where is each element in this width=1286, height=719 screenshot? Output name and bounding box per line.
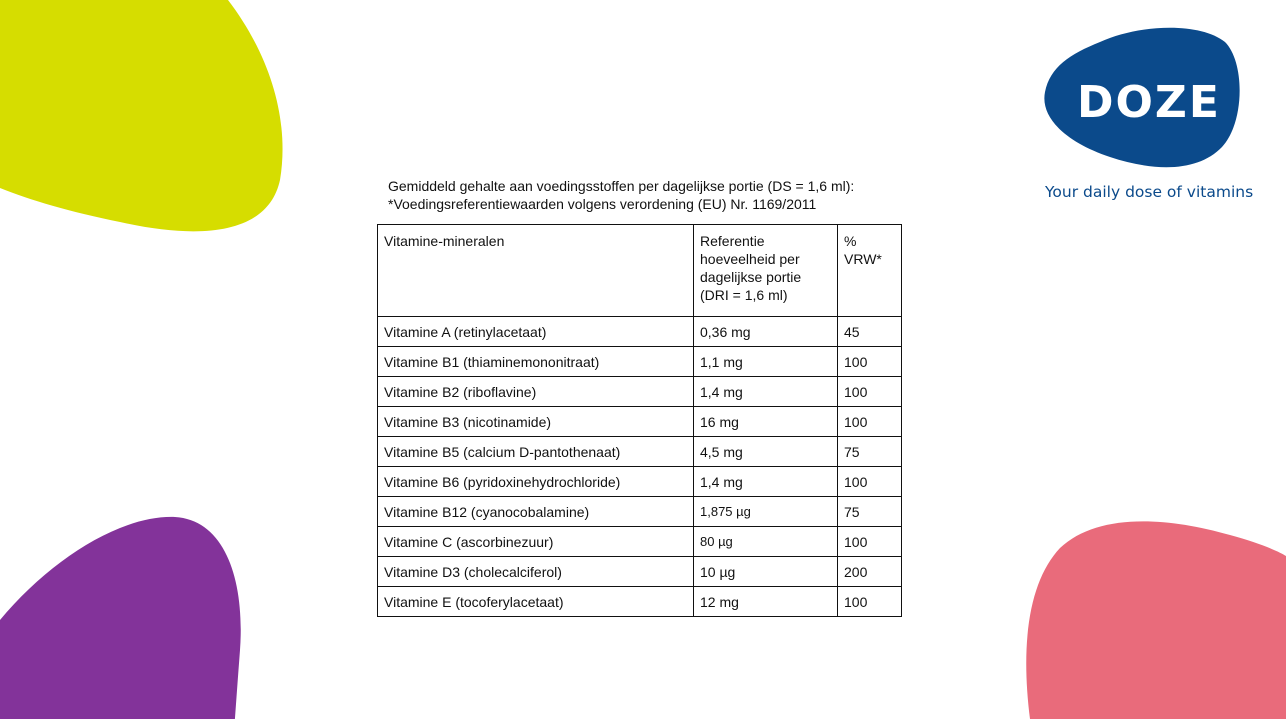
vitamin-amount: 80 µg xyxy=(694,527,838,557)
vitamin-percent: 100 xyxy=(838,467,902,497)
vitamin-percent: 100 xyxy=(838,587,902,617)
table-row xyxy=(378,497,902,527)
vitamin-percent: 100 xyxy=(838,527,902,557)
purple-blob-shape xyxy=(0,517,241,719)
vitamin-percent: 100 xyxy=(838,407,902,437)
table-header-row xyxy=(378,225,902,317)
vitamin-percent: 75 xyxy=(838,497,902,527)
table-row xyxy=(378,377,902,407)
vitamin-name: Vitamine B12 (cyanocobalamine) xyxy=(378,497,694,527)
vitamin-percent: 45 xyxy=(838,317,902,347)
logo-wordmark: DOZE xyxy=(1077,77,1221,128)
table-row xyxy=(378,317,902,347)
vitamin-name: Vitamine B5 (calcium D-pantothenaat) xyxy=(378,437,694,467)
table-row xyxy=(378,407,902,437)
table-row xyxy=(378,347,902,377)
vitamin-name: Vitamine E (tocoferylacetaat) xyxy=(378,587,694,617)
vitamin-name: Vitamine B6 (pyridoxinehydrochloride) xyxy=(378,467,694,497)
vitamin-percent: 75 xyxy=(838,437,902,467)
vitamin-percent: 100 xyxy=(838,377,902,407)
vitamin-amount: 1,875 µg xyxy=(694,497,838,527)
vitamin-percent: 200 xyxy=(838,557,902,587)
nutrition-heading xyxy=(388,177,908,213)
vitamin-name: Vitamine D3 (cholecalciferol) xyxy=(378,557,694,587)
vitamin-amount: 12 mg xyxy=(694,587,838,617)
vitamin-name: Vitamine A (retinylacetaat) xyxy=(378,317,694,347)
header-reference-amount: Referentie hoeveelheid per dagelijkse portie (DRI = 1,6 ml) xyxy=(694,225,838,317)
logo-tagline: Your daily dose of vitamins xyxy=(1045,183,1254,201)
pink-blob-shape xyxy=(1026,521,1286,719)
heading-line-1: Gemiddeld gehalte aan voedingsstoffen per dagelijkse portie (DS = 1,6 ml): xyxy=(388,178,855,194)
table-row xyxy=(378,557,902,587)
vitamin-amount: 4,5 mg xyxy=(694,437,838,467)
vitamin-amount: 16 mg xyxy=(694,407,838,437)
vitamin-name: Vitamine B1 (thiaminemononitraat) xyxy=(378,347,694,377)
vitamin-amount: 1,4 mg xyxy=(694,377,838,407)
heading-line-2: *Voedingsreferentiewaarden volgens verordening (EU) Nr. 1169/2011 xyxy=(388,196,817,212)
table-row xyxy=(378,587,902,617)
vitamin-name: Vitamine B2 (riboflavine) xyxy=(378,377,694,407)
vitamin-name: Vitamine C (ascorbinezuur) xyxy=(378,527,694,557)
yellow-blob-shape xyxy=(0,0,283,231)
nutrition-table xyxy=(377,224,902,617)
vitamin-name: Vitamine B3 (nicotinamide) xyxy=(378,407,694,437)
header-percent-vrw: % VRW* xyxy=(838,225,902,317)
vitamin-amount: 1,1 mg xyxy=(694,347,838,377)
header-vitamin-minerals: Vitamine-mineralen xyxy=(378,225,694,317)
table-row xyxy=(378,437,902,467)
vitamin-amount: 0,36 mg xyxy=(694,317,838,347)
table-row xyxy=(378,527,902,557)
vitamin-amount: 10 µg xyxy=(694,557,838,587)
vitamin-percent: 100 xyxy=(838,347,902,377)
table-row xyxy=(378,467,902,497)
vitamin-amount: 1,4 mg xyxy=(694,467,838,497)
doze-logo xyxy=(1040,22,1254,207)
